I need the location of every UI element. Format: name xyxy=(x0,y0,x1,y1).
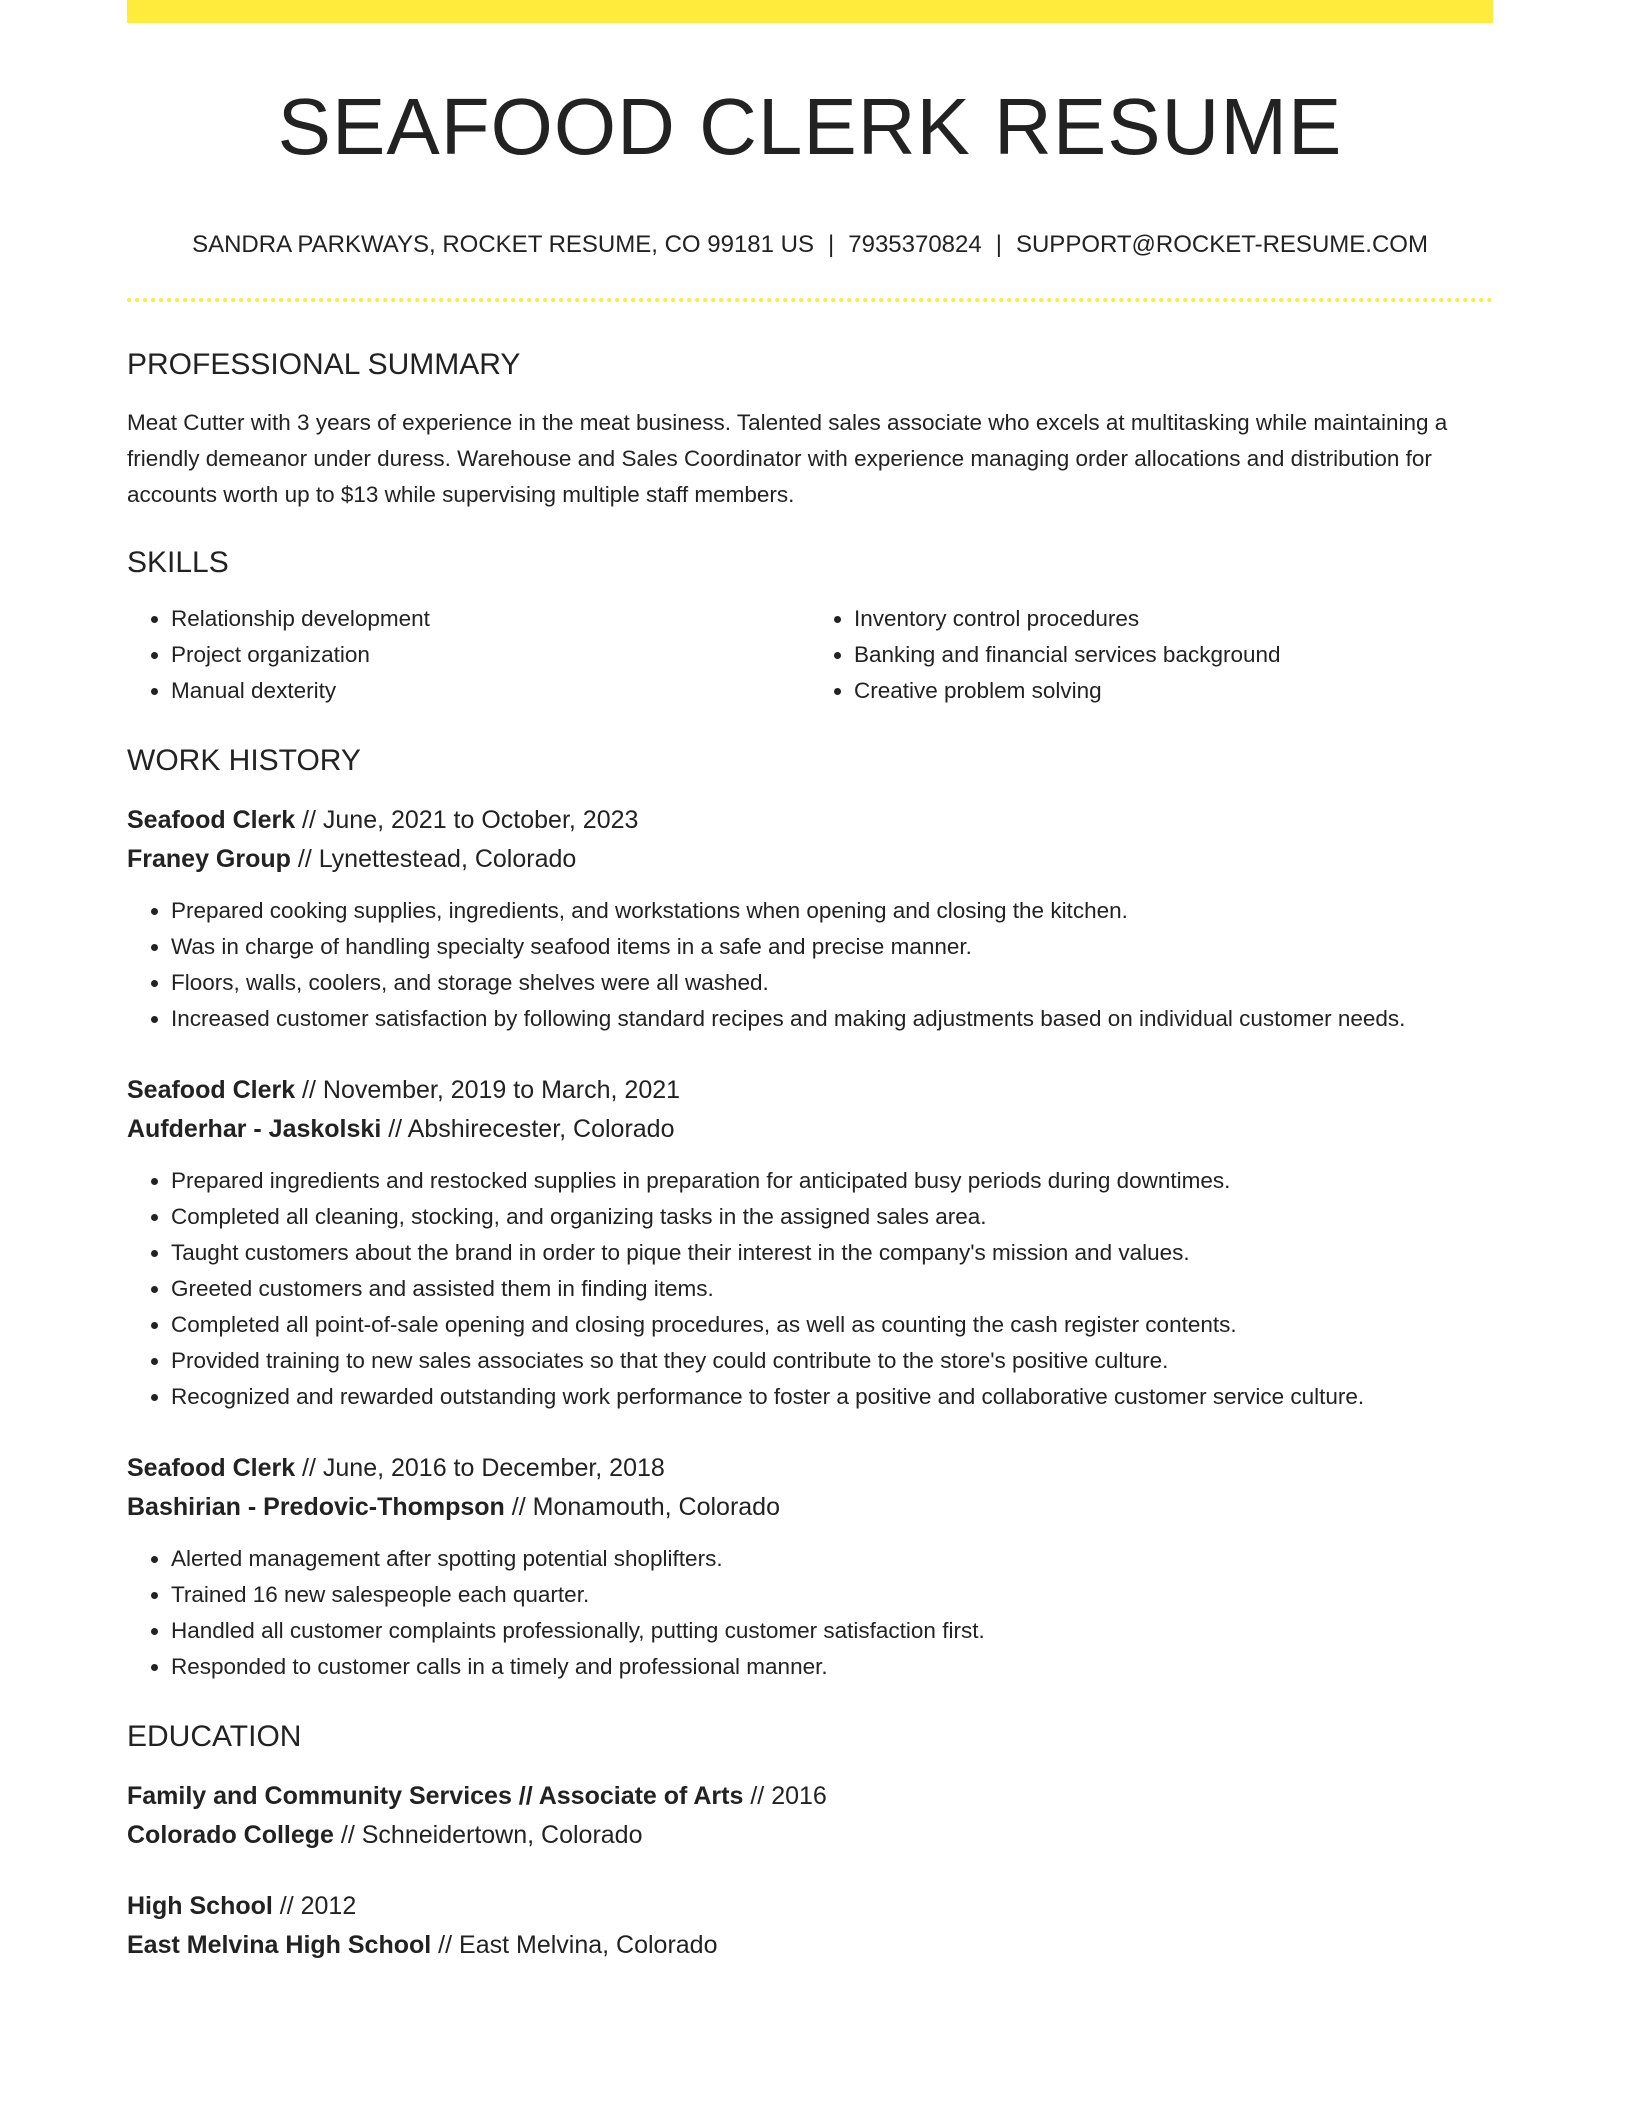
job-bullet: • Recognized and rewarded outstanding work performance to foster a positive and collaborative customer service culture. xyxy=(171,1379,1493,1415)
dotted-divider xyxy=(127,298,1493,302)
job-bullet: • Prepared ingredients and restocked supplies in preparation for anticipated busy periods during downtimes. xyxy=(171,1163,1493,1199)
education-degree-line xyxy=(127,1777,1493,1816)
job-entry xyxy=(127,801,1493,1037)
work-history-heading: WORK HISTORY xyxy=(127,743,361,777)
skills-grid xyxy=(127,601,1493,709)
education-location: // East Melvina, Colorado xyxy=(431,1930,718,1959)
skill-item: • Project organization xyxy=(171,637,810,673)
contact-separator: | xyxy=(828,231,835,258)
job-company-line xyxy=(127,1110,1493,1149)
skill-item: • Manual dexterity xyxy=(171,673,810,709)
job-entry xyxy=(127,1071,1493,1415)
job-dates: // June, 2016 to December, 2018 xyxy=(295,1453,665,1482)
job-bullet: • Increased customer satisfaction by following standard recipes and making adjustments based on individual customer needs. xyxy=(171,1001,1493,1037)
job-title-line xyxy=(127,801,1493,840)
education-school: East Melvina High School xyxy=(127,1930,432,1959)
contact-address: SANDRA PARKWAYS, ROCKET RESUME, CO 99181 US xyxy=(192,231,815,258)
job-bullet: • Handled all customer complaints professionally, putting customer satisfaction first. xyxy=(171,1613,1493,1649)
job-title: Seafood Clerk xyxy=(127,1075,296,1104)
job-bullet: • Greeted customers and assisted them in finding items. xyxy=(171,1271,1493,1307)
job-title: Seafood Clerk xyxy=(127,805,296,834)
accent-top-bar xyxy=(127,0,1493,23)
job-location: // Monamouth, Colorado xyxy=(504,1492,780,1521)
job-bullet: • Was in charge of handling specialty seafood items in a safe and precise manner. xyxy=(171,929,1493,965)
job-bullet: • Completed all cleaning, stocking, and organizing tasks in the assigned sales area. xyxy=(171,1199,1493,1235)
skill-item: • Relationship development xyxy=(171,601,810,637)
job-bullet: • Taught customers about the brand in order to pique their interest in the company's mission and values. xyxy=(171,1235,1493,1271)
job-title-line xyxy=(127,1071,1493,1110)
resume-page xyxy=(127,0,1493,1965)
education-heading: EDUCATION xyxy=(127,1719,302,1753)
job-bullet: • Alerted management after spotting potential shoplifters. xyxy=(171,1541,1493,1577)
skill-item: • Inventory control procedures xyxy=(854,601,1493,637)
education-degree: High School xyxy=(127,1891,273,1920)
contact-email: SUPPORT@ROCKET-RESUME.COM xyxy=(1015,231,1428,258)
job-bullets xyxy=(127,893,1493,1037)
job-entry xyxy=(127,1449,1493,1685)
job-bullet: • Floors, walls, coolers, and storage shelves were all washed. xyxy=(171,965,1493,1001)
resume-title: SEAFOOD CLERK RESUME xyxy=(277,82,1343,171)
job-bullet: • Provided training to new sales associates so that they could contribute to the store's positive culture. xyxy=(171,1343,1493,1379)
contact-phone: 7935370824 xyxy=(848,231,982,258)
job-title: Seafood Clerk xyxy=(127,1453,296,1482)
job-location: // Abshirecester, Colorado xyxy=(381,1114,675,1143)
job-bullet: • Trained 16 new salespeople each quarter. xyxy=(171,1577,1493,1613)
summary-heading: PROFESSIONAL SUMMARY xyxy=(127,347,521,381)
skill-item: • Banking and financial services background xyxy=(854,637,1493,673)
education-year: // 2012 xyxy=(272,1891,357,1920)
job-company-line xyxy=(127,1488,1493,1527)
job-bullet: • Completed all point-of-sale opening and closing procedures, as well as counting the cash register contents. xyxy=(171,1307,1493,1343)
job-dates: // November, 2019 to March, 2021 xyxy=(295,1075,681,1104)
education-degree: Family and Community Services // Associate of Arts xyxy=(127,1781,744,1810)
education-entry xyxy=(127,1777,1493,1855)
contact-line xyxy=(127,231,1493,260)
job-company-line xyxy=(127,840,1493,879)
job-bullets xyxy=(127,1163,1493,1415)
contact-separator: | xyxy=(995,231,1002,258)
education-school: Colorado College xyxy=(127,1820,334,1849)
education-location: // Schneidertown, Colorado xyxy=(333,1820,643,1849)
education-school-line xyxy=(127,1816,1493,1855)
job-company: Bashirian - Predovic-Thompson xyxy=(127,1492,505,1521)
job-bullets xyxy=(127,1541,1493,1685)
skills-heading: SKILLS xyxy=(127,545,229,579)
skills-column-left xyxy=(127,601,810,709)
job-location: // Lynettestead, Colorado xyxy=(290,844,577,873)
skills-column-right xyxy=(810,601,1493,709)
education-school-line xyxy=(127,1926,1493,1965)
job-bullet: • Responded to customer calls in a timely and professional manner. xyxy=(171,1649,1493,1685)
job-title-line xyxy=(127,1449,1493,1488)
job-company: Franey Group xyxy=(127,844,291,873)
job-bullet: • Prepared cooking supplies, ingredients, and workstations when opening and closing the kitchen. xyxy=(171,893,1493,929)
education-degree-line xyxy=(127,1887,1493,1926)
job-dates: // June, 2021 to October, 2023 xyxy=(295,805,639,834)
education-year: // 2016 xyxy=(743,1781,827,1810)
summary-text: Meat Cutter with 3 years of experience in the meat business. Talented sales associate who excels at multitasking while maintaining a friendly demeanor under duress. Warehouse and Sales Coordinator with experience managing order allocations and distribution for accounts worth up to $13 while supervising multiple staff members. xyxy=(127,409,1448,507)
education-entry xyxy=(127,1887,1493,1965)
skill-item: • Creative problem solving xyxy=(854,673,1493,709)
job-company: Aufderhar - Jaskolski xyxy=(127,1114,382,1143)
